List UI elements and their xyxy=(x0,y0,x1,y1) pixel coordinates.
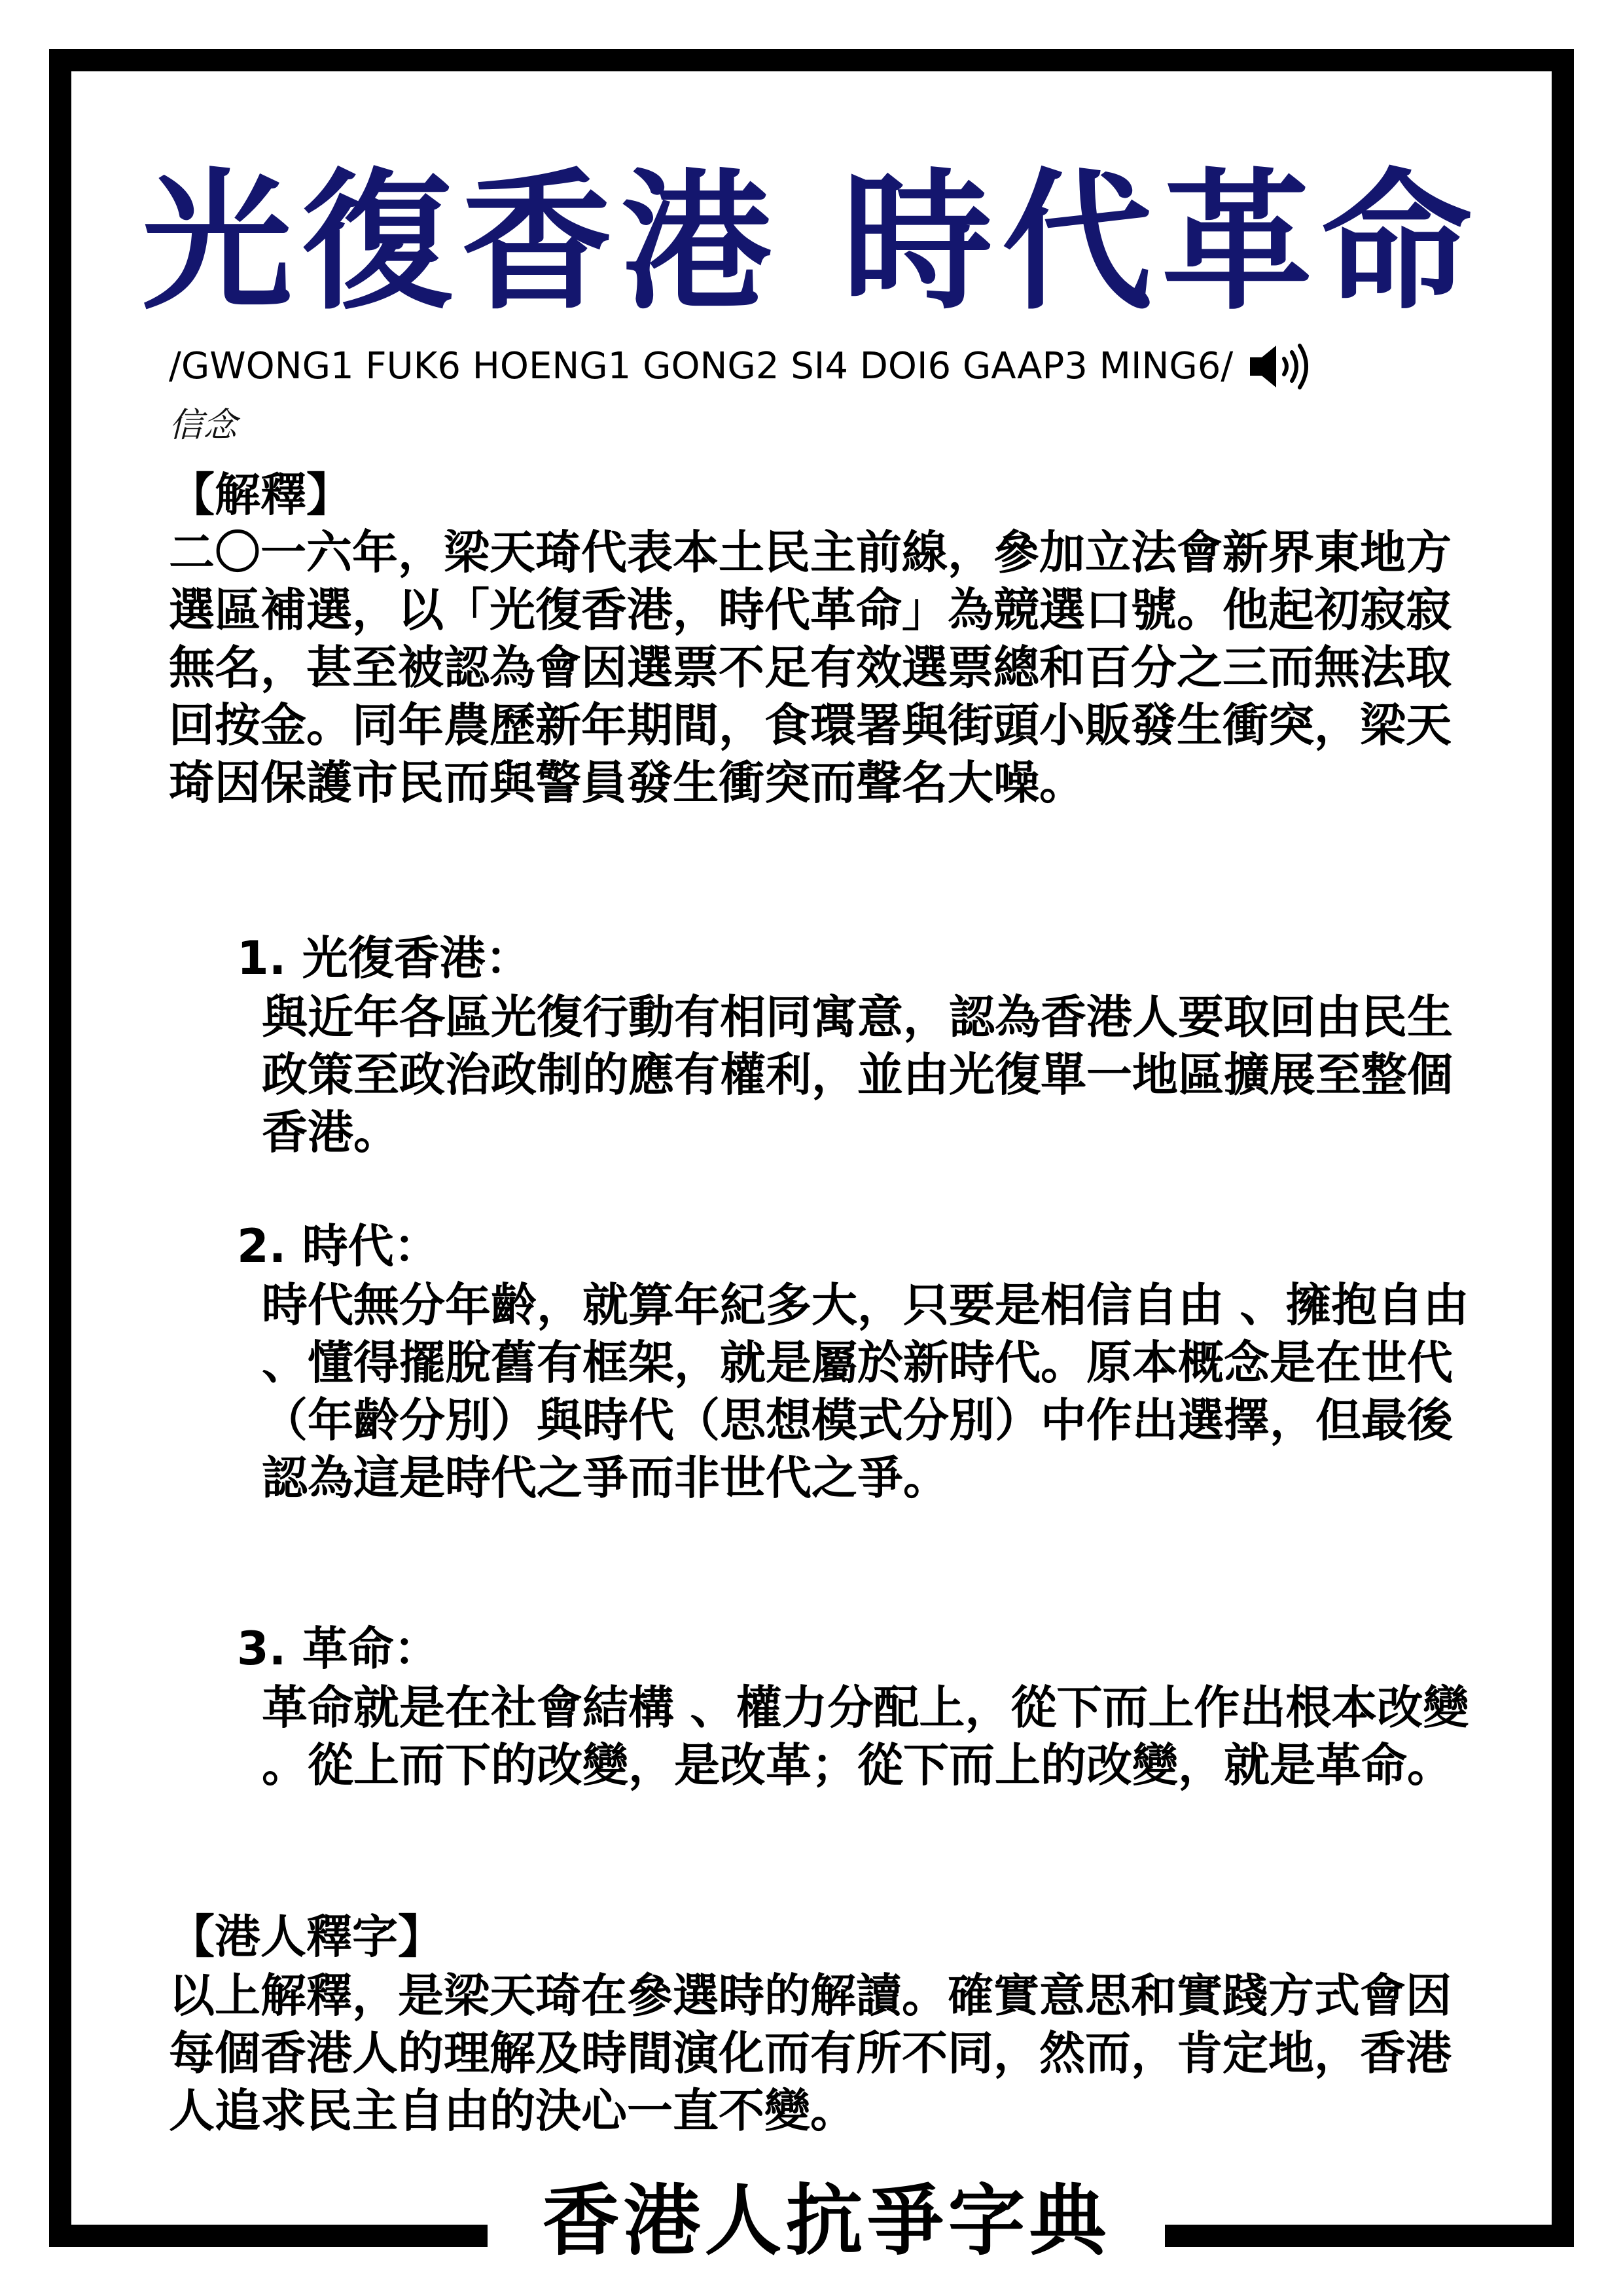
pronunciation-row xyxy=(169,340,1313,393)
item-2-term: 時代： xyxy=(302,1219,440,1273)
frame-bottom-left xyxy=(49,2225,488,2247)
jyutping-text: /GWONG1 FUK6 HOENG1 GONG2 SI4 DOI6 GAAP3 MING6/ xyxy=(169,345,1234,387)
category-label: 信念 xyxy=(169,406,238,445)
item-2-heading xyxy=(237,1217,440,1275)
item-2-number: 2. xyxy=(237,1219,287,1273)
item-1-text: 與近年各區光復行動有相同寓意，認為香港人要取回由民生政策至政治政制的應有權利，並由光復單一地區擴展至整個香港。 xyxy=(262,990,1453,1159)
item-3-number: 3. xyxy=(237,1622,287,1676)
explanation-text: 二〇一六年，梁天琦代表本土民主前線，參加立法會新界東地方選區補選，以「光復香港，時代革命」為競選口號。他起初寂寂無名，甚至被認為會因選票不足有效選票總和百分之三而無法取回按金。同年農歷新年期間，食環署與街頭小販發生衝突，梁天琦因保護市民而與警員發生衝突而聲名大噪。 xyxy=(169,526,1452,810)
item-1-term: 光復香港： xyxy=(302,931,531,985)
item-2-text: 時代無分年齡，就算年紀多大，只要是相信自由 、擁抱自由 、懂得擺脫舊有框架，就是屬於新時代。原本概念是在世代（年齡分別）與時代（思想模式分別）中作出選擇，但最後認為這是時代之爭而非世代之爭。 xyxy=(262,1278,1469,1505)
item-3-heading xyxy=(237,1620,440,1677)
hk-interpretation-heading: 【港人釋字】 xyxy=(169,1910,444,1964)
item-1-number: 1. xyxy=(237,931,287,985)
entry-title: 光復香港 時代革命 xyxy=(141,154,1482,331)
speaker-icon[interactable] xyxy=(1247,340,1313,393)
item-1-heading xyxy=(237,929,531,987)
frame-bottom-right xyxy=(1165,2225,1574,2247)
item-3-term: 革命： xyxy=(302,1622,440,1676)
item-3-text: 革命就是在社會結構 、權力分配上，從下而上作出根本改變 。從上而下的改變，是改革；從下而上的改變，就是革命。 xyxy=(262,1681,1469,1792)
explanation-heading: 【解釋】 xyxy=(169,468,352,522)
dictionary-footer-title: 香港人抗爭字典 xyxy=(542,2176,1111,2266)
hk-interpretation-text: 以上解釋，是梁天琦在參選時的解讀。確實意思和實踐方式會因每個香港人的理解及時間演化而有所不同，然而，肯定地，香港人追求民主自由的決心一直不變。 xyxy=(169,1969,1452,2138)
